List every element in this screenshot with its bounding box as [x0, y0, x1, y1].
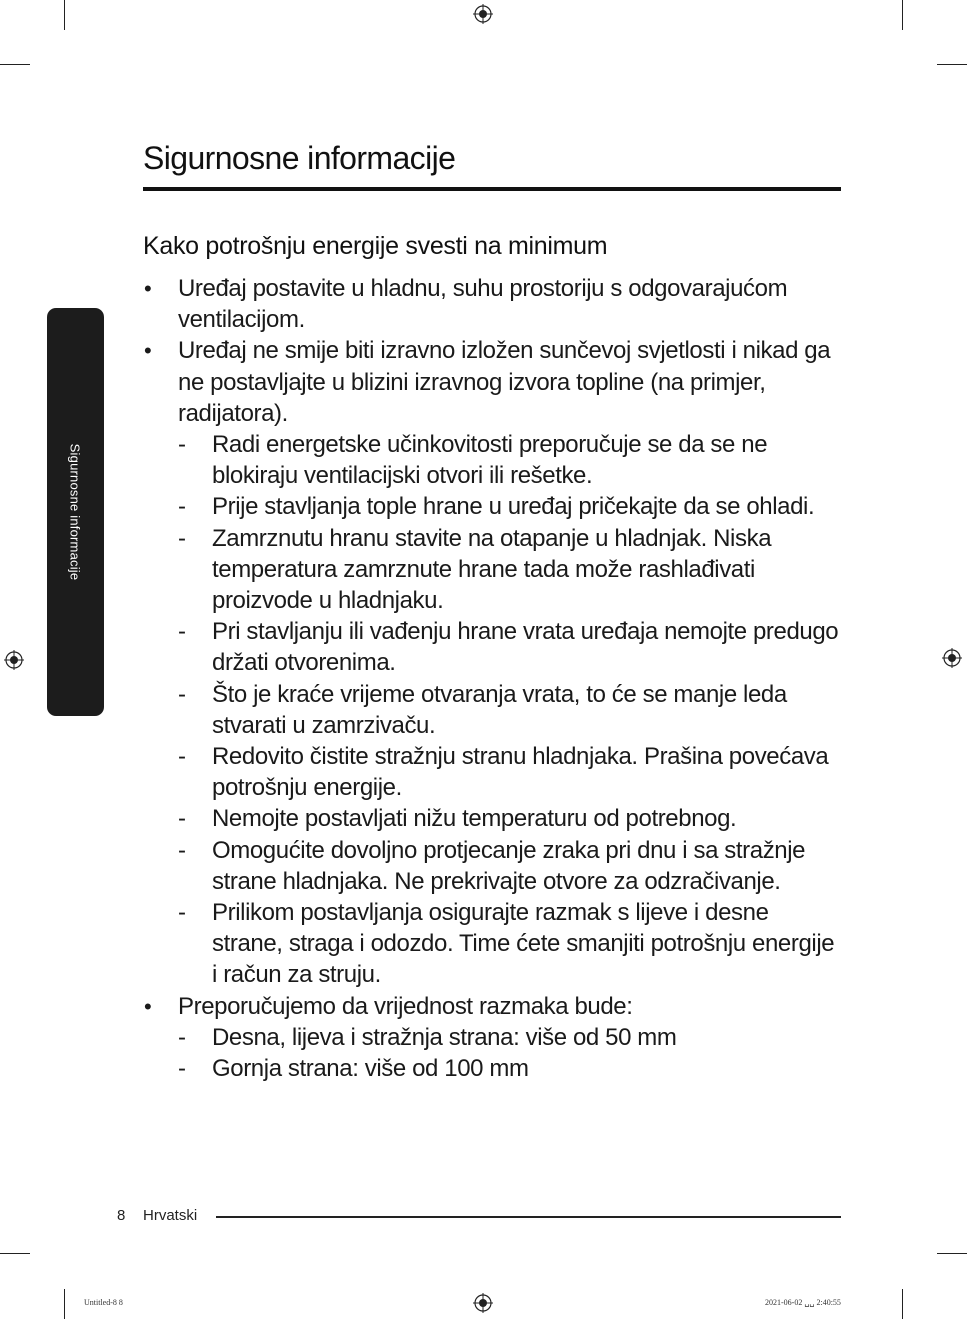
print-slug-left: Untitled-8 8 [84, 1298, 123, 1307]
sub-item-text: Gornja strana: više od 100 mm [212, 1055, 529, 1083]
footer-divider [216, 1216, 841, 1218]
dash-marker: - [178, 493, 186, 521]
side-tab-label: Sigurnosne informacije [67, 443, 83, 581]
sub-item-text: Desna, lijeva i stražnja strana: više od 50 mm [212, 1023, 677, 1051]
crop-mark [0, 64, 30, 65]
sub-item-text: Redovito čistite stražnju stranu hladnjaka. Prašina povećava potrošnju energije. [212, 743, 829, 802]
bullet-item [143, 991, 843, 1085]
crop-mark [902, 1289, 903, 1319]
dash-marker: - [178, 805, 186, 833]
sub-item [178, 491, 843, 522]
bullet-marker: • [144, 276, 152, 301]
sub-item-text: Omogućite dovoljno protjecanje zraka pri dnu i sa stražnje strane hladnjaka. Ne prekrivajte otvore za odzračivanje. [212, 836, 806, 895]
dash-marker: - [178, 524, 186, 552]
sub-item-text: Nemojte postavljati nižu temperaturu od potrebnog. [212, 805, 737, 833]
print-slug-right: 2021-06-02 ␣␣ 2:40:55 [765, 1298, 841, 1307]
crop-mark [937, 64, 967, 65]
crop-mark [64, 1289, 65, 1319]
sub-item [178, 616, 843, 678]
registration-mark-icon [473, 1293, 493, 1313]
sub-item [178, 1053, 843, 1084]
bullet-marker: • [144, 338, 152, 364]
dash-marker: - [178, 899, 186, 927]
sub-item [178, 835, 843, 897]
page-number: 8 [117, 1207, 126, 1224]
dash-marker: - [178, 431, 186, 459]
dash-marker: - [178, 836, 186, 864]
section-heading: Kako potrošnju energije svesti na minimum [143, 232, 608, 260]
dash-marker: - [178, 618, 186, 646]
bullet-item [143, 273, 843, 335]
dash-marker: - [178, 743, 186, 771]
dash-marker: - [178, 1055, 186, 1083]
dash-marker: - [178, 1023, 186, 1051]
bullet-text: Preporučujemo da vrijednost razmaka bude: [178, 992, 633, 1020]
dash-marker: - [178, 680, 186, 708]
content-list [143, 273, 843, 1084]
sub-item [178, 523, 843, 617]
sub-item [178, 897, 843, 991]
bullet-text: Uređaj postavite u hladnu, suhu prostoriju s odgovarajućom ventilacijom. [178, 275, 788, 334]
sub-item-text: Prilikom postavljanja osigurajte razmak s lijeve i desne strane, straga i odozdo. Time ćete smanjiti potrošnju energije i račun za struju. [212, 899, 835, 989]
sub-item [178, 429, 843, 491]
sub-item-text: Radi energetske učinkovitosti preporučuje se da se ne blokiraju ventilacijski otvori ili rešetke. [212, 431, 768, 490]
sub-item [178, 679, 843, 741]
registration-mark-icon [942, 648, 962, 668]
sub-item-text: Što je kraće vrijeme otvaranja vrata, to će se manje leda stvarati u zamrzivaču. [212, 680, 787, 739]
footer-language: Hrvatski [143, 1207, 198, 1224]
sub-item [178, 741, 843, 803]
bullet-text: Uređaj ne smije biti izravno izložen sunčevoj svjetlosti i nikad ga ne postavljajte u blizini izravnog izvora topline (na primjer, radijatora). [178, 337, 831, 427]
crop-mark [64, 0, 65, 30]
sub-item [178, 803, 843, 834]
title-divider [143, 187, 841, 191]
sub-item [178, 1022, 843, 1053]
crop-mark [937, 1253, 967, 1254]
registration-mark-icon [473, 4, 493, 24]
crop-mark [902, 0, 903, 30]
sub-item-text: Prije stavljanja tople hrane u uređaj pričekajte da se ohladi. [212, 493, 815, 521]
page-title: Sigurnosne informacije [143, 140, 456, 176]
sub-item-text: Pri stavljanju ili vađenju hrane vrata uređaja nemojte predugo držati otvorenima. [212, 618, 839, 677]
bullet-item [143, 335, 843, 990]
crop-mark [0, 1253, 30, 1254]
registration-mark-icon [4, 650, 24, 670]
sub-item-text: Zamrznutu hranu stavite na otapanje u hladnjak. Niska temperatura zamrznute hrane tada može rashlađivati proizvode u hladnjaku. [212, 524, 772, 615]
bullet-marker: • [144, 993, 152, 1019]
